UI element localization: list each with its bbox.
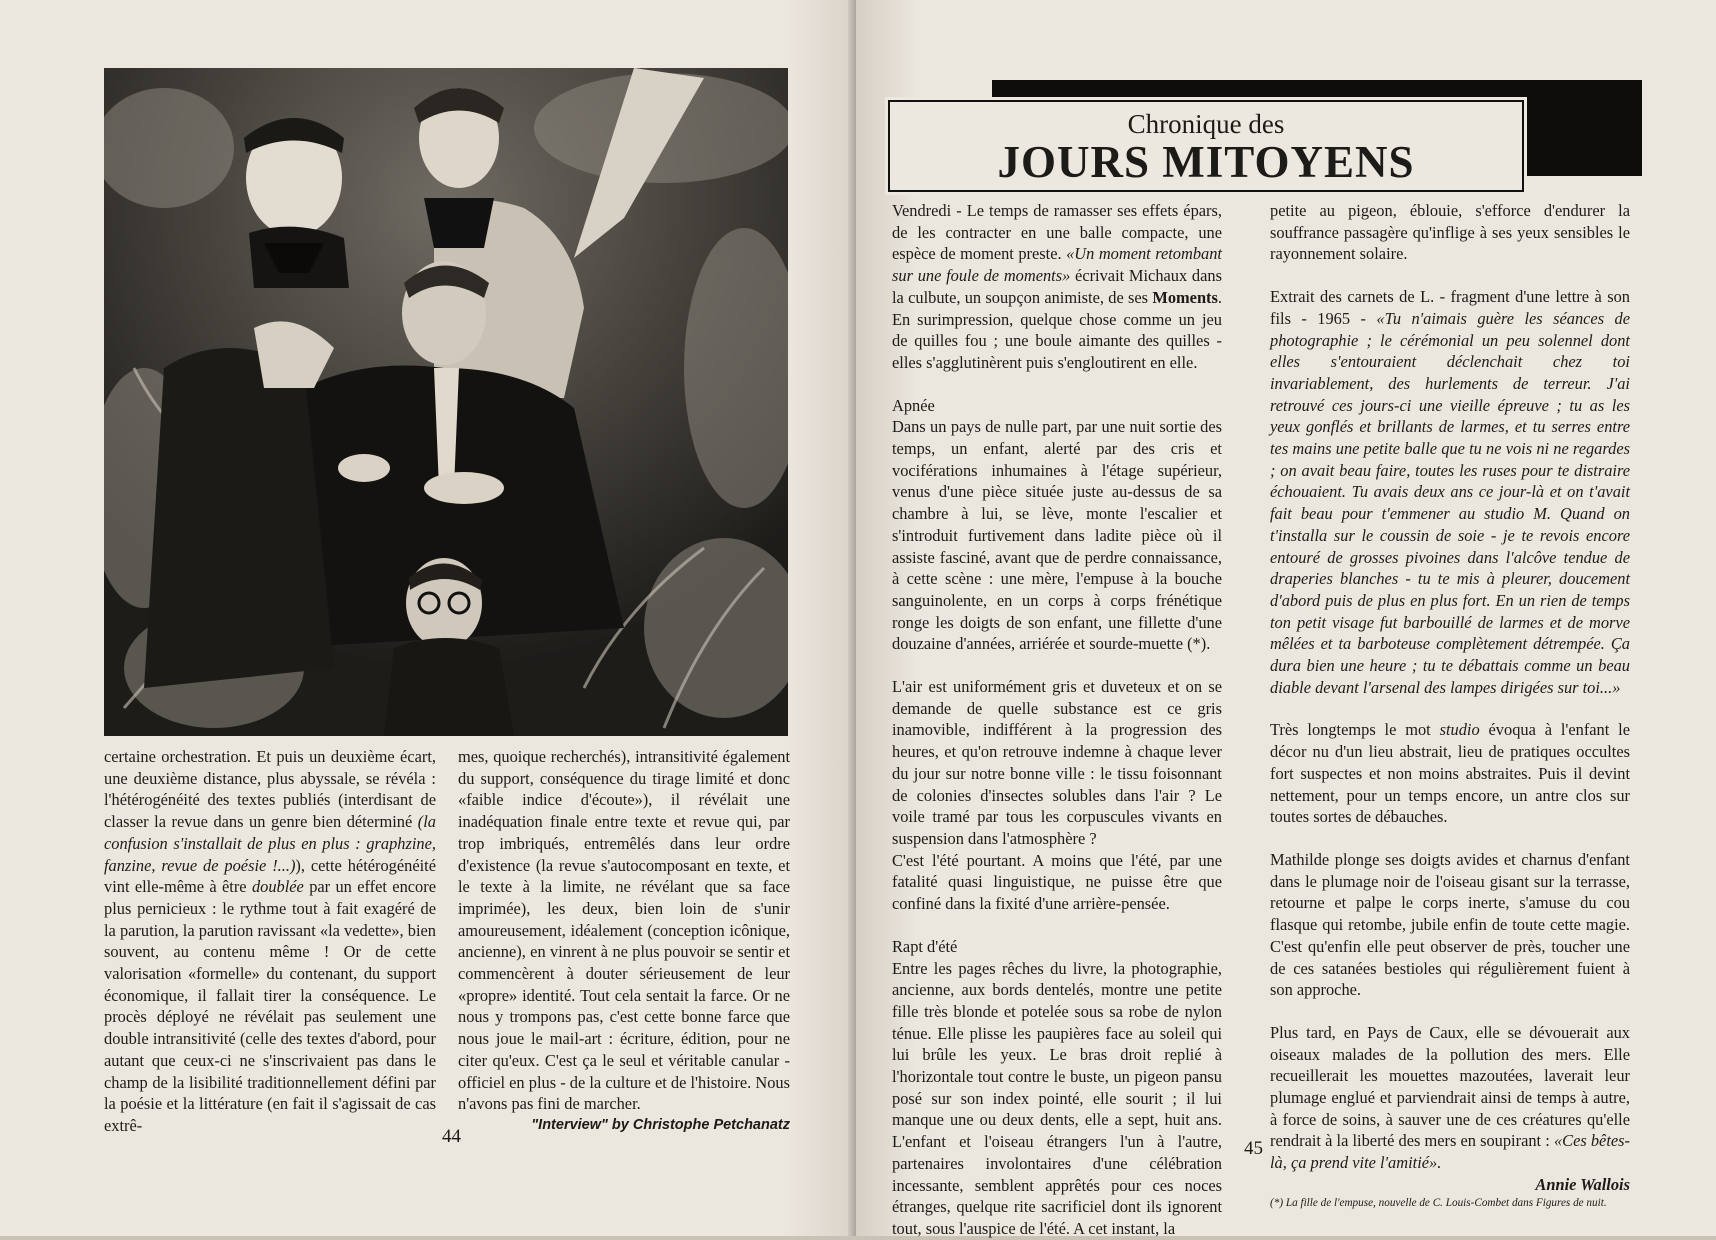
author-signature: Annie Wallois <box>1535 1174 1630 1194</box>
left-col2-text: mes, quoique recherchés), intransitivité également du support, conséquence du tirage limité et donc «faible indice d'écoute»), il révélait une inadéquation finale entre texte et revue qui, par trop imbriqués, entremêlés dans leur ordre d'existence (la revue s'autocomposant en texte, et le texte à la limite, ne révélant que sa face imprimée), les deux, bien loin de s'unir amoureusement, idéalement (conception icônique, ancienne), en vinrent à ne plus pouvoir se sentir et commencèrent à douter sérieusement de leur «propre» identité. Tout cela sentait la farce. Or ne nous y trompons pas, c'est cette bonne farce que nous joue le mail-art : écriture, édition, pour ne citer qu'eux. C'est ça le seul et véritable canular - officiel en plus - de la culture et de l'histoire. Nous n'avons pas fini de marcher. <box>458 747 790 1114</box>
left-col1-text-a: certaine orchestration. Et puis un deuxième écart, une deuxième distance, plus abyssale, se révéla : l'hétérogénéité des textes publiés (interdisant de classer la revue dans un genre bien déterminé <box>104 747 436 832</box>
left-col1-italic-b: doublée <box>251 877 304 897</box>
left-col1-text-c: par un effet encore plus pernicieux : le rythme tout à fait exagéré de la parution, la parution ravissant «la vedette», bien souvent, au contenu même ! Or de cette valorisation «formelle» du contenant, du support économique, il fallait tirer la conséquence. Le procès déployé ne révélait pas seulement une double intransitivité (celle des textes d'abord, pour autant que ceux-ci ne s'inscrivaient pas dans le champ de la lisibilité traditionnellement défini par la poésie et la littérature (en fait il s'agissait de cas extrê- <box>104 877 436 1135</box>
left-column-1 <box>104 746 436 1137</box>
ete-text: C'est l'été pourtant. A moins que l'été, par une fatalité quasi linguistique, ne puisse être que confiné dans la fixité d'une arrière-pensée. <box>892 850 1222 914</box>
footnote: (*) La fille de l'empuse, nouvelle de C. Louis-Combet dans Figures de nuit. <box>1270 1196 1607 1209</box>
surimpression-text: En surimpression, quelque chose comme un jeu de quilles fou ; une boule aimante des quilles - elles s'agglutinèrent puis s'engloutirent en elle. <box>892 309 1222 372</box>
left-col1-italic-a: (la confusion s'installait de plus en plus : graphzine, fanzine, revue de poésie !...) <box>104 812 436 875</box>
michaux-text: écrivait Michaux dans la culbute, un soupçon animiste, de ses <box>892 266 1222 307</box>
page-number-right: 45 <box>1244 1138 1263 1159</box>
studio-italic: studio <box>1439 720 1480 740</box>
vendredi-text: Vendredi - Le temps de ramasser ses effets épars, de les contracter en une balle compacte, une espèce de moment preste. <box>892 201 1222 264</box>
left-page <box>0 0 856 1236</box>
right-column-1: Vendredi - Le temps de ramasser ses effets épars, de les contracter en une balle compacte, une espèce de moment preste. «Un moment retombant sur une foule de moments» écrivait Michaux dans la culbute, un soupçon animiste, de ses Moments. En surimpression, quelque chose comme un jeu de quilles fou ; une boule aimante des quilles - elles s'agglutinèrent puis s'engloutirent en elle. Apnée Dans un pays de nulle part, par une nuit sortie des temps, un enfant, alerté par des cris et vociférations inhumaines à l'étage supérieur, venus d'une pièce située juste au-dessus de sa chambre à lui, se lève, monte l'escalier et s'introduit furtivement dans ladite pièce où il assiste fasciné, avant que de perdre connaissance, à cette scène : une mère, l'empuse à la bouche sanguinolente, en un corps à corps frénétique ronge les doigts de son enfant, une fillette d'une douzaine d'années, arriérée et sourde-muette (*). L'air est uniformément gris et duveteux et on se demande de quelle substance est ce gris inamovible, indifférent à la progression des heures, et qu'on retrouve indemne à chaque lever du jour sur notre bonne ville : le tissu foisonnant de colonies d'insectes solubles dans l'air ? Le voile tramé par tous les corpuscules vivants en suspension dans l'atmosphère ? C'est l'été pourtant. A moins que l'été, par une fatalité quasi linguistique, ne puisse être que confiné dans la fixité d'une arrière-pensée. Rapt d'été Entre les pages rêches du livre, la photographie, ancienne, aux bords dentelés, montre une petite fille très blonde et potelée sous sa robe de nylon ténue. Elle plisse les paupières face au soleil qui lui brûle les yeux. Le bras droit replié à l'horizontale tout contre le buste, un pigeon pansu posé sur son index pointé, elle sourit ; il lui manque une ou deux dents, elle a sept, huit ans. L'enfant et l'oiseau étrangers l'un à l'autre, partenaires involontaires d'une célébration incessante, semblent apprêtés pour ces noces étranges, quelque rite sacrificiel dont ils ignorent tout, sous l'auspice de l'été. A cet instant, la <box>892 201 1222 1238</box>
group-photograph <box>104 68 788 736</box>
rapt-text: Entre les pages rêches du livre, la photographie, ancienne, aux bords dentelés, montre une petite fille très blonde et potelée sous sa robe de nylon ténue. Elle plisse les paupières face au soleil qui lui brûle les yeux. Le bras droit replié à l'horizontale tout contre le buste, un pigeon pansu posé sur son index pointé, elle sourit ; il lui manque une ou deux dents, elle a sept, huit ans. L'enfant et l'oiseau étrangers l'un à l'autre, partenaires involontaires d'une célébration incessante, semblent apprêtés pour ces noces étranges, quelque rite sacrificiel dont ils ignorent tout, sous l'auspice de l'été. A cet instant, la <box>892 958 1222 1238</box>
left-col1-text-b: ), cette hétérogénéité vint elle-même à être <box>104 855 436 897</box>
michaux-quote: «Un moment retombant sur une foule de moments» <box>892 244 1222 286</box>
apnee-heading: Apnée <box>892 395 935 415</box>
caux-quote: «Ces bêtes-là, ça prend vite l'amitié». <box>1270 1131 1630 1173</box>
left-column-2 <box>458 746 790 1137</box>
moments-bold: Moments <box>1152 287 1218 307</box>
chronicle-kicker: Chronique des <box>1127 109 1285 139</box>
interview-byline: "Interview" by Christophe Petchanatz <box>531 1116 790 1133</box>
letter-quote: «Tu n'aimais guère les séances de photographie ; le cérémonial un peu solennel dont elles s'entouraient déclenchait chez toi invariablement, des hurlements de terreur. J'ai retrouvé ces jours-ci une vieille épreuve ; tu as les yeux gonflés et brillants de larmes, et tu serres entre tes mains une petite balle que tu ne vois ni ne regardes ; on avait beau faire, toutes les ruses pour te distraire échouaient. Tu avais deux ans ce jour-là et on t'avait fait beau pour t'emmener au studio M. Quand on t'installa sur le coussin de soie - je te revois encore entouré de grosses pivoines dans l'alcôve tendue de draperies blanches - tu te mis à pleurer, doucement d'abord puis de plus en plus fort. En un rien de temps ton petit visage fut barbouillé de larmes et de morve mêlées et ta barboteuse complètement détrempée. Ça dura bien une heure ; tu te débattais comme un beau diable devant l'arsenal des lampes dirigées sur toi...» <box>1270 308 1630 697</box>
rapt-heading: Rapt d'été <box>892 936 958 956</box>
caux-text: Plus tard, en Pays de Caux, elle se dévouerait aux oiseaux malades de la pollution des mers. Elle recueillerait les mouettes mazoutées, laverait leur plumage englué et parviendrait ainsi de temps à autre, à force de soins, à sauver une de ces créatures qu'elle rendrait à la liberté des mers en soupirant : <box>1270 1022 1630 1151</box>
title-box <box>888 100 1524 192</box>
right-column-2 <box>1270 200 1630 1210</box>
apnee-text: Dans un pays de nulle part, par une nuit sortie des temps, un enfant, alerté par des cris et vociférations inhumaines à l'étage supérieur, venus d'une pièce située juste au-dessus de sa chambre à lui, se lève, monte l'escalier et s'introduit furtivement dans ladite pièce où il assiste fasciné, avant que de perdre connaissance, à cette scène : une mère, l'empuse à la bouche sanguinolente, en un corps à corps frénétique ronge les doigts de son enfant, une fillette d'une douzaine d'années, arriérée et sourde-muette (*). <box>892 417 1222 654</box>
studio-text-b: évoqua à l'enfant le décor nu d'un lieu abstrait, lieu de pratiques occultes fort suspectes et non moins abstraites. Puis il devint nettement, pour un temps encore, un antre clos sur toutes sortes de débauches. <box>1270 720 1630 827</box>
extrait-intro: Extrait des carnets de L. - fragment d'une lettre à son fils - 1965 - <box>1270 287 1630 328</box>
chronicle-title: JOURS MITOYENS <box>997 137 1415 187</box>
mathilde-text: Mathilde plonge ses doigts avides et charnus d'enfant dans le plumage noir de l'oiseau gisant sur la terrasse, retourne et palpe le corps inerte, s'amuse du cou flasque qui retombe, jubile enfin de toute cette magie. C'est qu'enfin elle peut observer de près, toucher une de ces satanées bestioles qui régulièrement fuient à son approche. <box>1270 849 1630 1000</box>
air-text: L'air est uniformément gris et duveteux et on se demande de quelle substance est ce gris inamovible, indifférent à la progression des heures, et qu'on retrouve indemne à chaque lever du jour sur notre bonne ville : le tissu foisonnant de colonies d'insectes solubles dans l'air ? Le voile tramé par tous les corpuscules vivants en suspension dans l'atmosphère ? <box>892 677 1222 848</box>
page-number-left: 44 <box>442 1126 461 1147</box>
studio-text-a: Très longtemps le mot <box>1270 720 1431 740</box>
pigeon-text: petite au pigeon, éblouie, s'efforce d'endurer la souffrance passagère qu'inflige à ses yeux sensibles le rayonnement solaire. <box>1270 201 1630 264</box>
